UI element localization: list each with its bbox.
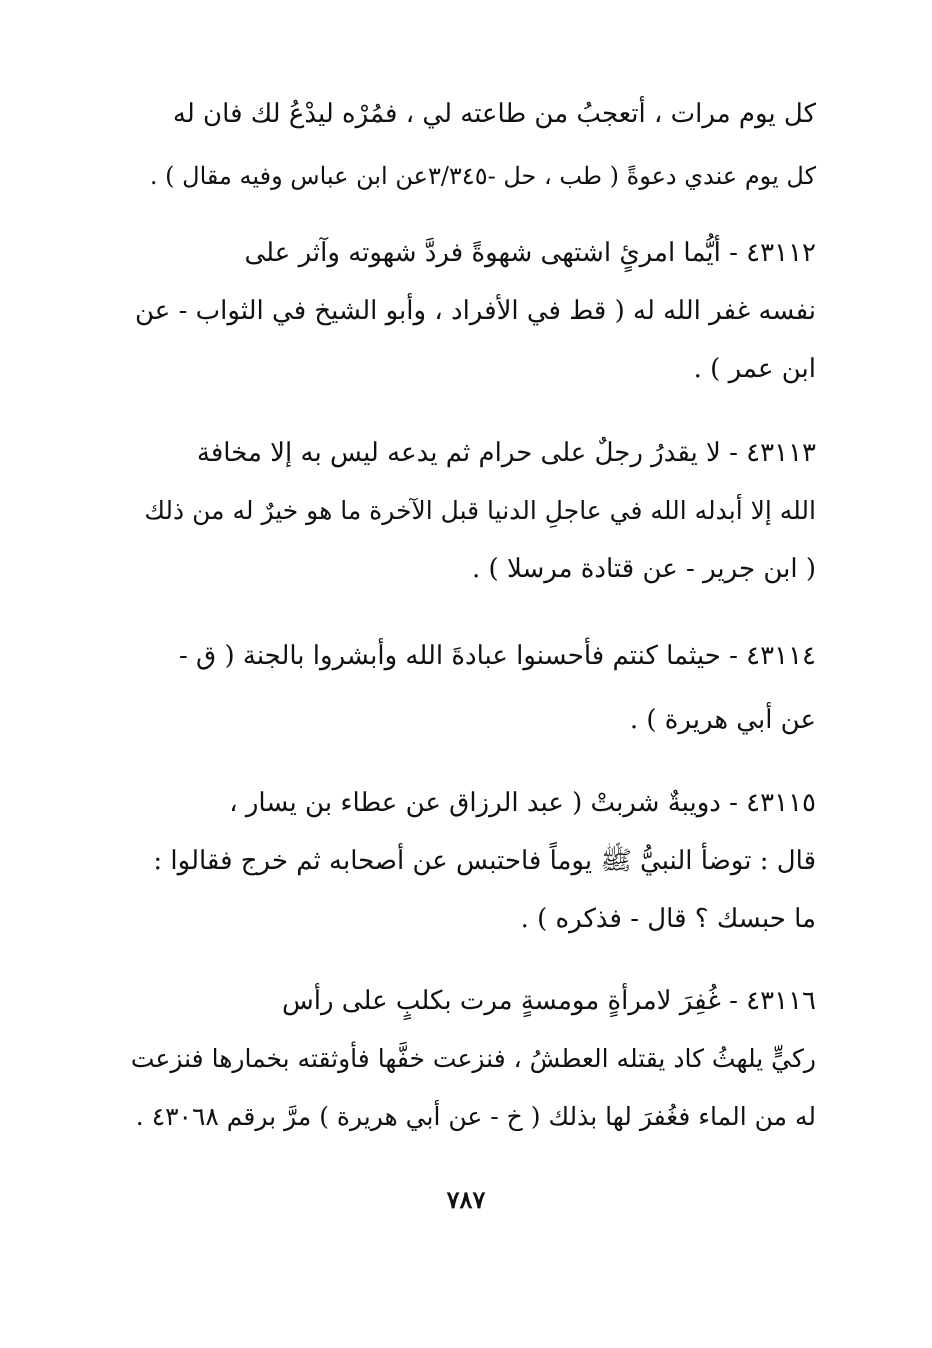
text-line: نفسه غفر الله له ( قط في الأفراد ، وأبو الشيخ في الثواب - عن <box>135 296 816 326</box>
text-line: ابن عمر ) . <box>693 354 816 384</box>
entry-43113 <box>124 435 816 587</box>
page-number: ٧٨٧ <box>446 1185 486 1214</box>
entry-43112 <box>124 235 816 387</box>
text-line: ( ابن جرير - عن قتادة مرسلا ) . <box>472 554 816 584</box>
entry-43116 <box>124 983 816 1135</box>
entry-43114 <box>124 638 816 738</box>
text-line: ركيٍّ يلهثُ كاد يقتله العطشُ ، فنزعت خفَّها فأوثقته بخمارها فنزعت <box>130 1044 816 1073</box>
entry-43115 <box>124 785 816 937</box>
text-line: له من الماء فغُفرَ لها بذلك ( خ - عن أبي هريرة ) مرَّ برقم ٤٣٠٦٨ . <box>135 1102 816 1131</box>
text-line: كل يوم عندي دعوةً ( طب ، حل -٣/٣٤٥عن ابن عباس وفيه مقال ) . <box>149 162 816 190</box>
text-line: ٤٣١١٦ - غُفِرَ لامرأةٍ مومسةٍ مرت بكلبٍ على رأس <box>282 986 816 1016</box>
text-line: كل يوم مرات ، أتعجبُ من طاعته لي ، فمُرْه ليدْعُ لك فان له <box>172 99 816 129</box>
text-line: ٤٣١١٢ - أيُّما امرئٍ اشتهى شهوةً فردَّ شهوته وآثر على <box>244 238 816 268</box>
text-line: ٤٣١١٤ - حيثما كنتم فأحسنوا عبادةَ الله وأبشروا بالجنة ( ق - <box>179 641 816 671</box>
text-line: قال : توضأ النبيُّ ﷺ يوماً فاحتبس عن أصحابه ثم خرج فقالوا : <box>153 846 816 876</box>
text-line: ٤٣١١٣ - لا يقدرُ رجلٌ على حرام ثم يدعه ليس به إلا مخافة <box>196 438 816 468</box>
text-line: ما حبسك ؟ قال - فذكره ) . <box>520 904 816 934</box>
text-line: الله إلا أبدله الله في عاجلِ الدنيا قبل الآخرة ما هو خيرٌ له من ذلك <box>144 496 816 525</box>
entry-continuation <box>124 96 816 194</box>
text-line: عن أبي هريرة ) . <box>629 705 816 735</box>
text-line: ٤٣١١٥ - دويبةٌ شربتْ ( عبد الرزاق عن عطاء بن يسار ، <box>229 788 816 818</box>
